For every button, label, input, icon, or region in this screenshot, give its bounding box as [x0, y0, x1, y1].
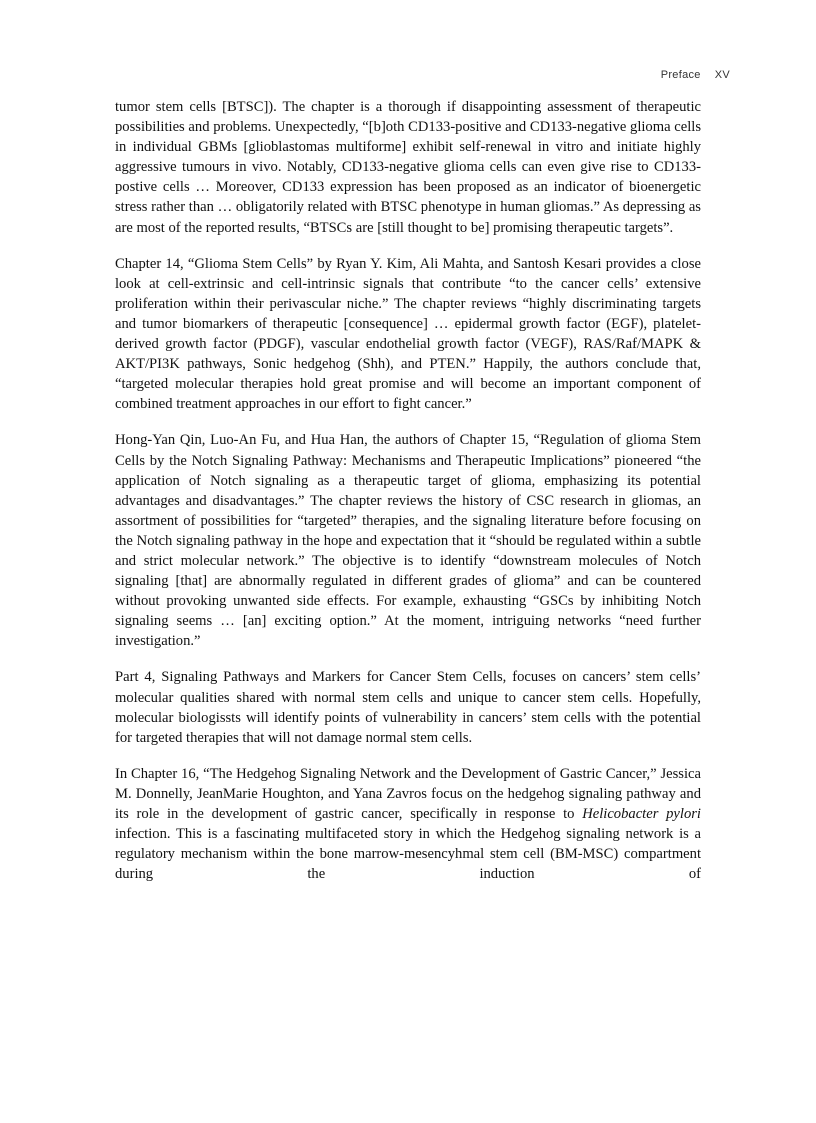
paragraph-btsc-continuation: tumor stem cells [BTSC]). The chapter is a thorough if disappointing assessment of therapeutic possibilities and problems. Unexpectedly, “[b]oth CD133-positive and CD133-negative glioma cells in individual GBMs [glioblastomas multiforme] exhibit self-renewal in vitro and initiate highly aggressive tumours in vivo. Notably, CD133-negative glioma cells can even give rise to CD133-postive cells … Moreover, CD133 expression has been proposed as an indicator of bioenergetic stress rather than … obligatorily related with BTSC phenotype in human gliomas.” As depressing as are most of the reported results, “BTSCs are [still thought to be] promising therapeutic targets”.	[115, 99, 701, 236]
page-number: XV	[714, 69, 730, 81]
paragraph-chapter-14: Chapter 14, “Glioma Stem Cells” by Ryan Y. Kim, Ali Mahta, and Santosh Kesari provides a close look at cell-extrinsic and cell-intrinsic signals that contribute “to the cancer cells’ extensive proliferation within their perivascular niche.” The chapter reviews “highly discriminating targets and tumor biomarkers of therapeutic [consequence] … epidermal growth factor (EGF), platelet-derived growth factor (PDGF), vascular endothelial growth factor (VEGF), RAS/Raf/MAPK & AKT/PI3K pathways, Sonic hedgehog (Shh), and PTEN.” Happily, the authors conclude that, “targeted molecular therapies hold great promise and will become an important component of combined treatment approaches in our effort to fight cancer.”	[115, 255, 701, 413]
paragraph-chapter-15: Hong-Yan Qin, Luo-An Fu, and Hua Han, the authors of Chapter 15, “Regulation of glioma Stem Cells by the Notch Signaling Pathway: Mechanisms and Therapeutic Implications” pioneered “the application of Notch signaling as a therapeutic target of glioma, emphasizing its potential advantages and disadvantages.” The chapter reviews the history of CSC research in gliomas, an assortment of possibilities for “targeted” therapies, and the signaling literature before focusing on the Notch signaling pathway in the hope and expectation that it “should be regulated within a subtle and strict molecular network.” The objective is to identify “downstream molecules of Notch signaling [that] are abnormally regulated in different grades of glioma” and can be countered without provoking unwanted side effects. For example, exhausting “GSCs by inhibiting Notch signaling seems … [an] exciting option.” At the moment, intriguing networks “need further investigation.”	[115, 432, 701, 650]
paragraph-chapter-16	[115, 764, 701, 885]
paragraph-chapter-16-text-start: In Chapter 16, “The Hedgehog Signaling Network and the Development of Gastric Cancer,” Jessica M. Donnelly, JeanMarie Houghton, and Yana Zavros focus on the hedgehog signaling pathway and its role in the development of gastric cancer, specifically in response to	[115, 765, 701, 822]
paragraph-part-4: Part 4, Signaling Pathways and Markers for Cancer Stem Cells, focuses on cancers’ stem cells’ molecular qualities shared with normal stem cells and unique to cancer stem cells. Hopefully, molecular biologissts will identify points of vulnerability in cancers’ stem cells with the potential for targeted therapies that will not damage normal stem cells.	[115, 669, 701, 746]
running-header	[661, 69, 730, 81]
running-header-section: Preface	[660, 69, 701, 81]
species-name-italic: Helicobacter pylori	[582, 806, 701, 822]
paragraph-chapter-16-text-end: infection. This is a fascinating multifaceted story in which the Hedgehog signaling network is a regulatory mechanism within the bone marrow-mesencyhmal stem cell (BM-MSC) compartment during the induction of	[115, 826, 701, 883]
page-body	[115, 97, 701, 900]
